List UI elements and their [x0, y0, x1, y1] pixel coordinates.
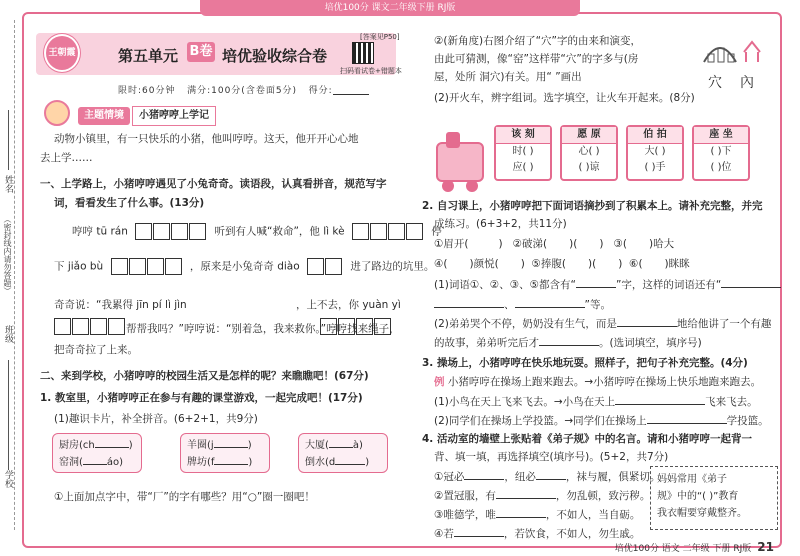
q2r-row-2: ④( )颜悦( ) ⑤捧腹( )( ) ⑥( )眯眯 [434, 258, 690, 270]
volume-badge: B卷 [187, 42, 215, 62]
intro-line-2: 去上学…… [40, 152, 93, 164]
q2r-title-2: 成练习。(6+3+2，共11分) [434, 218, 567, 230]
score-field[interactable] [333, 86, 369, 95]
q1-line-1: 哼哼 tū rán 听到有人喊“救命”，他 lì kè 停 [72, 223, 442, 240]
q2r-title: 2. 自习课上，小猪哼哼把下面词语摘抄到了积累本上。请补充完整，并完 [422, 200, 763, 212]
pinyin-blank[interactable] [214, 454, 248, 465]
train-engine-icon [436, 142, 484, 182]
class-label: 班级 [3, 325, 13, 343]
choice-blank[interactable] [539, 335, 599, 346]
answer-reference: [答案见P50] [360, 33, 400, 41]
word-blank[interactable] [515, 297, 585, 308]
intro-line-1: 动物小镇里，有一只快乐的小猪，他叫哼哼。这天，他开开心心地 [54, 133, 359, 145]
sentence-blank[interactable] [647, 413, 727, 424]
word-blank[interactable] [434, 297, 504, 308]
name-field[interactable] [8, 110, 9, 170]
q1-line-2: 下 jiǎo bù ，原来是小兔奇奇 diào 进了路边的坑里。 [54, 258, 434, 275]
right-line-3: 屋，处所 洞穴)有关。用“ ”画出 [434, 71, 582, 83]
chimney-icon [446, 132, 460, 148]
full-score: 满分:100分(含卷面5分) [187, 86, 298, 96]
theme-name: 小猪哼哼上学记 [132, 106, 216, 126]
name-label: 姓名 [3, 175, 13, 193]
pinyin-cards [52, 433, 388, 473]
brand-logo: 王朝霞 [44, 34, 80, 72]
pig-avatar-icon [44, 100, 70, 126]
theme-tag: 主题情境 [78, 107, 130, 125]
char-blank[interactable] [576, 277, 616, 288]
car-blank[interactable]: 应( ) [512, 162, 534, 173]
qr-code-icon[interactable] [352, 42, 374, 64]
verse-blank[interactable] [496, 507, 546, 518]
mother-note-box: 妈妈常用《弟子 规》中的“( )”教育 我衣帽要穿戴整齐。 [650, 466, 778, 530]
q2r-row-6: 的故事，弟弟听完后才 。(选词填空，填序号) [434, 337, 702, 349]
word-blank[interactable] [721, 277, 781, 288]
school-label: 学校 [3, 470, 13, 488]
score-label: 得分: [308, 86, 333, 96]
write-box-diao[interactable] [307, 258, 343, 275]
choice-blank[interactable] [617, 316, 677, 327]
train-car-2: 愿 原 心( ) ( )谅 [560, 125, 618, 181]
q1-title-2: 词，看看发生了什么事。(13分) [54, 197, 205, 209]
car-blank[interactable]: 大( ) [644, 146, 666, 157]
pinyin-blank[interactable] [329, 437, 353, 448]
page-number: 21 [757, 540, 774, 554]
pinyin-blank[interactable] [95, 437, 129, 448]
car-blank[interactable]: ( )位 [710, 162, 732, 173]
q4-line-4: ④若 ，若饮食，不如人，勿生戚。 [434, 528, 641, 540]
verse-blank[interactable] [464, 469, 504, 480]
verse-blank[interactable] [536, 469, 566, 480]
qr-label: 扫码看试卷+错题本 [340, 67, 402, 75]
exam-meta [118, 83, 369, 96]
write-box-turan[interactable] [135, 223, 207, 240]
q2-sub-1: 1. 教室里，小猪哼哼正在参与有趣的课堂游戏，一起完成吧！(17分) [40, 392, 363, 404]
q1-line-3b: ，上不去，你 yuàn yì [296, 299, 401, 311]
pinyin-card-2: 羊圈(j ) 牌坊(f ) [180, 433, 270, 473]
train-car-1: 该 刻 时( ) 应( ) [494, 125, 552, 181]
car-blank[interactable]: ( )谅 [578, 162, 600, 173]
q2r-row-1: ①眉开( ) ②破涕( )( ) ③( )哈大 [434, 238, 675, 250]
right-line-2: 由此可猜测，像“窑”这样带“穴”的字多与(房 [434, 53, 639, 65]
train-car-3: 伯 拍 大( ) ( )手 [626, 125, 684, 181]
write-box-jinpilijin[interactable] [54, 318, 126, 335]
q3-item-1: (1)小鸟在天上飞来飞去。→小鸟在天上 飞来飞去。 [434, 396, 758, 408]
example-tag: 例 [434, 376, 445, 388]
seal-line [14, 20, 15, 530]
car-blank[interactable]: 心( ) [578, 146, 600, 157]
right-line-1: ②(新角度)右图介绍了“穴”字的由来和演变， [434, 35, 641, 47]
verse-blank[interactable] [454, 526, 504, 537]
car-blank[interactable]: 时( ) [512, 146, 534, 157]
q2r-row-4: 、 ”等。 [434, 297, 611, 312]
school-field[interactable] [8, 410, 9, 470]
q2r-row-5: (2)弟弟哭个不停，奶奶没有生气，而是 地给他讲了一个有趣 [434, 318, 772, 330]
q4-line-1: ①冠必 ，纽必 ，袜与履，俱紧切。 [434, 471, 661, 483]
q4-title: 4. 活动室的墙壁上张贴着《弟子规》中的名言。请和小猪哼哼一起背一 [422, 433, 752, 445]
word-train [436, 120, 776, 190]
q1-line-4: 帮帮我吗？”哼哼说：“别着急，我来救你。”哼哼找来绳子， [126, 323, 400, 335]
q2-sub-1a: (1)趣识卡片，补全拼音。(6+2+1，共9分) [54, 413, 258, 425]
pinyin-blank[interactable] [83, 454, 107, 465]
pinyin-card-3: 大厦( à) 倒水(d ) [298, 433, 388, 473]
q3-example: 例 小猪哼哼在操场上跑来跑去。→小猪哼哼在操场上快乐地跑来跑去。 [434, 376, 762, 388]
q2r-row-3: (1)词语①、②、③、⑤都含有“ ”字，这样的词语还有“ [434, 277, 781, 292]
q1-line-3: 奇奇说：“我累得 jīn pí lì jìn [54, 299, 187, 311]
wheel-icon [442, 180, 454, 192]
glyph-xue: 穴 [708, 75, 722, 91]
time-limit: 限时:60分钟 [118, 86, 176, 96]
exam-title: 培优验收综合卷 [222, 47, 328, 65]
q2-title: 二、来到学校，小猪哼哼的校园生活又是怎样的呢？来瞧瞧吧！(67分) [40, 370, 369, 382]
write-box-jiaobu[interactable] [111, 258, 183, 275]
q1-title: 一、上学路上，小猪哼哼遇见了小兔奇奇。读语段，认真看拼音，规范写字 [40, 178, 387, 190]
q3-title: 3. 操场上，小猪哼哼在快乐地玩耍。照样子，把句子补充完整。(4分) [422, 357, 748, 369]
q1-line-5: 把奇奇拉了上来。 [54, 344, 138, 356]
verse-blank[interactable] [496, 488, 556, 499]
car-blank[interactable]: ( )下 [710, 146, 732, 157]
sentence-blank[interactable] [615, 394, 705, 405]
write-box-like[interactable] [352, 223, 424, 240]
q4-title-2: 背、填一填，再选择填空(填序号)。(5+2，共7分) [434, 451, 669, 463]
seal-note: （密封线内请勿答题） [3, 215, 12, 295]
q4-line-3: ③唯德学，唯 ，不如人，当自砺。 [434, 509, 641, 521]
right-line-4: (2)开火车，辨字组词。选字填空，让火车开起来。(8分) [434, 92, 695, 104]
series-banner: 培优100分 课文二年级下册 RJ版 [200, 0, 580, 16]
unit-title: 第五单元 [118, 47, 179, 65]
pinyin-card-1: 厨房(ch ) 窑洞( áo) [52, 433, 142, 473]
pinyin-blank[interactable] [335, 454, 365, 465]
q2-sub-1b: ①上面加点字中，带“厂”的字有哪些？用“○”圈一圈吧！ [54, 491, 315, 503]
train-car-4: 座 坐 ( )下 ( )位 [692, 125, 750, 181]
car-blank[interactable]: ( )手 [644, 162, 666, 173]
q3-item-2: (2)同学们在操场上学投篮。→同学们在操场上 学投篮。 [434, 415, 769, 427]
page-footer: 培优100分 语文 二年级 下册 RJ版 21 [614, 540, 774, 554]
glyph-xue-ancient: 內 [740, 75, 754, 91]
pinyin-blank[interactable] [214, 437, 248, 448]
wheel-icon [466, 180, 478, 192]
q4-line-2: ②置冠服，有 ，勿乱顿，致污秽。 [434, 490, 651, 502]
